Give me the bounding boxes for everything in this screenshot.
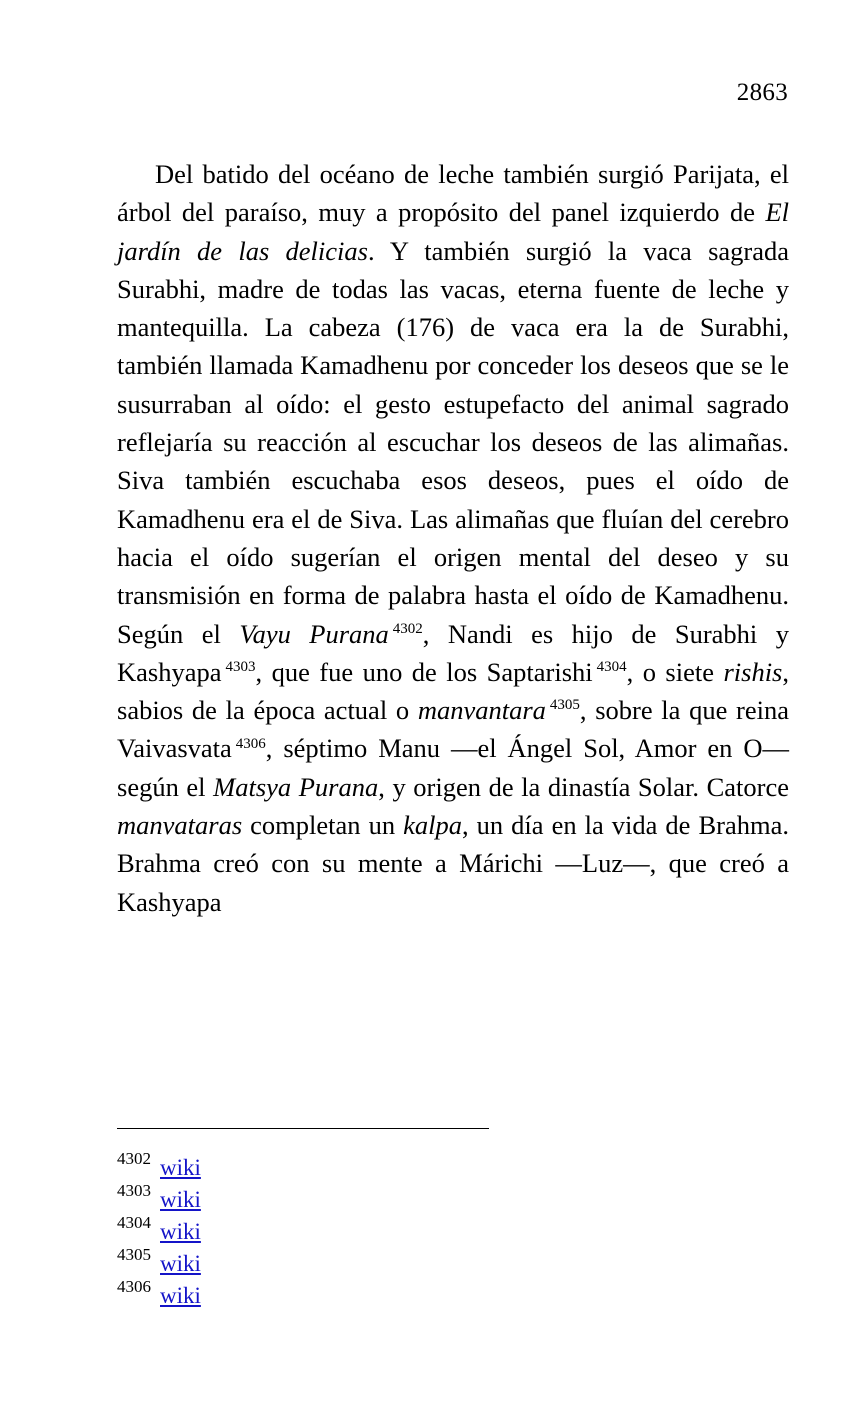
text-run: , Nandi es hijo de Surabhi y Kashyapa (117, 618, 789, 687)
footnote-link[interactable]: wiki (160, 1155, 201, 1180)
footnote-link[interactable]: wiki (160, 1219, 201, 1244)
italic-title: kalpa (403, 810, 462, 841)
footnote-reference[interactable]: 4305 (549, 697, 580, 714)
footnote-item (117, 1244, 789, 1276)
text-run: . Y también surgió la vaca sagrada Surabhi, madre de todas las vacas, eterna fuente de leche y mantequilla. La cabeza (176) de vaca era la de Surabhi, también llamada Kamadhenu por conceder los deseos que se le susurraban al oído: el gesto estupefacto del animal sagrado reflejaría su reacción al escuchar los deseos de las alimañas. Siva también escuchaba esos deseos, pues el oído de Kamadhenu era el de Siva. Las alimañas que fluían del cerebro hacia el oído sugerían el origen mental del deseo y su transmisión en forma de palabra hasta el oído de Kamadhenu. Según el (117, 235, 789, 649)
text-run: , séptimo Manu ―el Ángel Sol, Amor en O― según el (117, 733, 789, 802)
footnote-number: 4305 (117, 1245, 151, 1264)
footnote-list (117, 1148, 789, 1308)
footnote-separator-rule (117, 1128, 489, 1129)
footnote-link[interactable]: wiki (160, 1187, 201, 1212)
footnote-reference[interactable]: 4306 (235, 735, 266, 752)
italic-title: rishis (723, 656, 783, 687)
footnote-number: 4302 (117, 1149, 151, 1168)
text-run: , sabios de la época actual o (117, 656, 789, 726)
italic-title: manvantara (417, 695, 546, 726)
footnote-number: 4306 (117, 1277, 151, 1296)
footnote-item (117, 1148, 789, 1180)
page-number: 2863 (736, 79, 788, 106)
footnote-link[interactable]: wiki (160, 1251, 201, 1276)
footnote-item (117, 1180, 789, 1212)
footnote-number: 4303 (117, 1181, 151, 1200)
text-run: , y origen de la dinastía Solar. Catorce (378, 771, 790, 802)
footnote-number: 4304 (117, 1213, 151, 1232)
italic-title: Vayu Purana (239, 618, 389, 649)
text-run: completan un (242, 810, 404, 841)
text-run: , o siete (626, 656, 724, 687)
footnote-link[interactable]: wiki (160, 1283, 201, 1308)
footnote-item (117, 1212, 789, 1244)
italic-title: El jardín de las delicias (117, 197, 789, 266)
footnote-item (117, 1276, 789, 1308)
text-run: , que fue uno de los Saptarishi (255, 656, 593, 687)
body-paragraph (117, 155, 789, 921)
text-run: , sobre la que reina Vaivasvata (117, 695, 790, 764)
text-run: Del batido del océano de leche también surgió Parijata, el árbol del paraíso, muy a propósito del panel izquierdo de (117, 159, 789, 228)
footnote-reference[interactable]: 4304 (596, 659, 627, 676)
italic-title: Matsya Purana (213, 771, 379, 802)
body-text (117, 155, 789, 921)
text-run: , un día en la vida de Brahma. Brahma creó con su mente a Márichi ―Luz―, que creó a Kashyapa (117, 810, 789, 917)
italic-title: manvataras (117, 810, 243, 841)
footnote-reference[interactable]: 4302 (392, 620, 423, 637)
footnote-reference[interactable]: 4303 (225, 659, 256, 676)
